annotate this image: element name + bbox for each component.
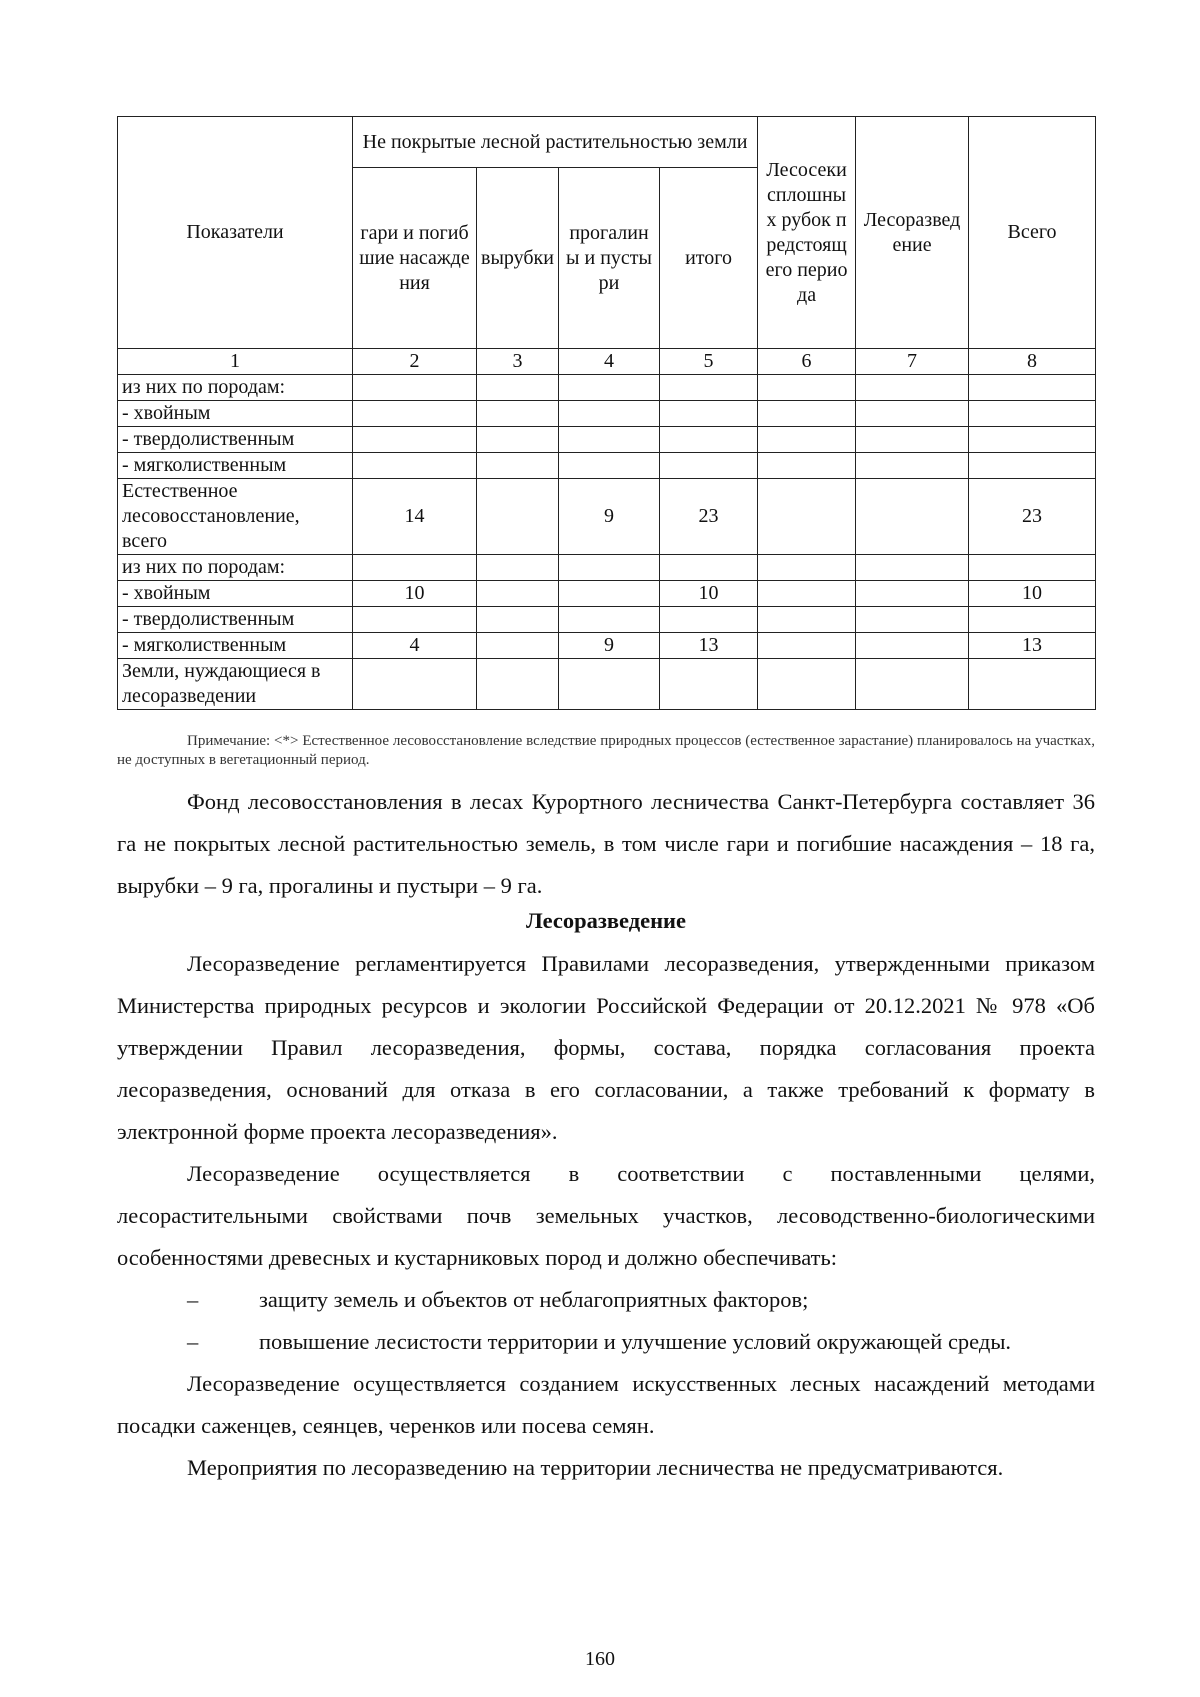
table-cell [559, 607, 660, 633]
table-cell [758, 479, 856, 555]
forest-restoration-table [117, 116, 1096, 710]
table-cell [856, 659, 969, 710]
table-cell [559, 659, 660, 710]
row-label: - твердолиственным [118, 427, 353, 453]
table-cell [856, 453, 969, 479]
table-cell [477, 659, 559, 710]
bullet-item [117, 1279, 1095, 1321]
col-index: 2 [353, 349, 477, 375]
table-cell [559, 427, 660, 453]
table-cell [758, 453, 856, 479]
table-cell [477, 607, 559, 633]
table-cell [856, 607, 969, 633]
table-cell [353, 427, 477, 453]
table-row [118, 607, 1096, 633]
table-cell [660, 607, 758, 633]
table-row [118, 375, 1096, 401]
paragraph-regulation: Лесоразведение регламентируется Правилами лесоразведения, утвержденными приказом Министерства природных ресурсов и экологии Российской Федерации от 20.12.2021 № 978 «Об утверждении Правил лесоразведения, формы, состава, порядка согласования проекта лесоразведения, оснований для отказа в его согласовании, а также требований к формату в электронной форме проекта лесоразведения». [117, 951, 1095, 1144]
table-cell [856, 555, 969, 581]
table-cell: 10 [353, 581, 477, 607]
row-label: - твердолиственным [118, 607, 353, 633]
table-cell: 23 [969, 479, 1096, 555]
col-index: 8 [969, 349, 1096, 375]
row-label: из них по породам: [118, 555, 353, 581]
table-cell [477, 633, 559, 659]
table-row [118, 633, 1096, 659]
bullet-text: защиту земель и объектов от неблагоприятных факторов; [259, 1287, 809, 1312]
table-cell [559, 375, 660, 401]
row-label: Естественное лесовосстановление, всего [118, 479, 353, 555]
table-cell: 14 [353, 479, 477, 555]
bullet-dash: – [187, 1329, 199, 1354]
header-total-group: итого [660, 168, 758, 349]
row-label: - мягколиственным [118, 453, 353, 479]
header-logging-sites: Лесосеки сплошных рубок предстоящего периода [758, 117, 856, 349]
paragraph-measures: Мероприятия по лесоразведению на территории лесничества не предусматриваются. [187, 1455, 1004, 1480]
table-cell [856, 633, 969, 659]
table-cell [969, 659, 1096, 710]
table-cell [856, 427, 969, 453]
column-index-row [118, 349, 1096, 375]
col-index: 6 [758, 349, 856, 375]
row-label: из них по породам: [118, 375, 353, 401]
col-index: 1 [118, 349, 353, 375]
table-cell [758, 607, 856, 633]
table-cell [856, 375, 969, 401]
header-afforestation: Лесоразведение [856, 117, 969, 349]
table-cell: 4 [353, 633, 477, 659]
table-row [118, 427, 1096, 453]
table-cell [477, 479, 559, 555]
table-cell [477, 581, 559, 607]
table-cell [353, 659, 477, 710]
table-cell [758, 581, 856, 607]
header-total: Всего [969, 117, 1096, 349]
table-cell [477, 555, 559, 581]
table-note: Примечание: <*> Естественное лесовосстановление вследствие природных процессов (естественное зарастание) планировалось на участках, не доступных в вегетационный период. [117, 733, 1095, 768]
table-cell [477, 375, 559, 401]
table-cell: 10 [660, 581, 758, 607]
table-cell [477, 427, 559, 453]
table-cell [969, 607, 1096, 633]
table-cell [758, 401, 856, 427]
table-cell [856, 581, 969, 607]
section-heading: Лесоразведение [525, 908, 687, 933]
table-cell [660, 555, 758, 581]
table-row [118, 581, 1096, 607]
row-label: - хвойным [118, 581, 353, 607]
table-cell [660, 659, 758, 710]
table-row [118, 555, 1096, 581]
table-cell [353, 607, 477, 633]
table-cell: 13 [660, 633, 758, 659]
table-cell [353, 401, 477, 427]
table-cell [758, 659, 856, 710]
table-cell [353, 555, 477, 581]
table-cell [969, 427, 1096, 453]
row-label: - мягколиственным [118, 633, 353, 659]
table-cell: 9 [559, 633, 660, 659]
page-number: 160 [585, 1648, 615, 1670]
table-cell [969, 375, 1096, 401]
table-cell [353, 375, 477, 401]
fond-paragraph-block [117, 781, 1095, 907]
table-row [118, 659, 1096, 710]
table-cell [559, 581, 660, 607]
row-label: - хвойным [118, 401, 353, 427]
table-cell [559, 401, 660, 427]
header-indicators: Показатели [118, 117, 353, 349]
paragraph-requirements: Лесоразведение осуществляется в соответствии с поставленными целями, лесорастительными свойствами почв земельных участков, лесоводственно-биологическими особенностями древесных и кустарниковых пород и должно обеспечивать: [117, 1161, 1095, 1270]
table-cell: 13 [969, 633, 1096, 659]
col-index: 4 [559, 349, 660, 375]
row-label: Земли, нуждающиеся в лесоразведении [118, 659, 353, 710]
table-cell [477, 401, 559, 427]
table-cell [660, 375, 758, 401]
table-cell [856, 479, 969, 555]
table-cell: 9 [559, 479, 660, 555]
table-cell [353, 453, 477, 479]
bullet-text: повышение лесистости территории и улучшение условий окружающей среды. [259, 1329, 1012, 1354]
bullet-dash: – [187, 1287, 199, 1312]
col-index: 7 [856, 349, 969, 375]
table-cell [758, 555, 856, 581]
table-cell [758, 633, 856, 659]
section-body [117, 943, 1095, 1489]
bullet-item [117, 1321, 1095, 1363]
fond-paragraph: Фонд лесовосстановления в лесах Курортного лесничества Санкт-Петербурга составляет 36 га не покрытых лесной растительностью земель, в том числе гари и погибшие насаждения – 18 га, вырубки – 9 га, прогалины и пустыри – 9 га. [117, 789, 1095, 898]
table-row [118, 479, 1096, 555]
header-burned: гари и погибшие насаждения [353, 168, 477, 349]
header-glades: прогалины и пустыри [559, 168, 660, 349]
table-cell [758, 375, 856, 401]
table-row [118, 401, 1096, 427]
table-cell [660, 453, 758, 479]
table-cell [969, 453, 1096, 479]
table-row [118, 453, 1096, 479]
table-cell [660, 401, 758, 427]
paragraph-methods: Лесоразведение осуществляется созданием искусственных лесных насаждений методами посадки саженцев, сеянцев, черенков или посева семян. [117, 1371, 1095, 1438]
table-cell [969, 555, 1096, 581]
table-cell: 10 [969, 581, 1096, 607]
table-cell [477, 453, 559, 479]
header-clearings: вырубки [477, 168, 559, 349]
header-not-covered-lands: Не покрытые лесной растительностью земли [353, 117, 758, 168]
table-cell [559, 453, 660, 479]
table-cell [559, 555, 660, 581]
col-index: 3 [477, 349, 559, 375]
table-cell: 23 [660, 479, 758, 555]
table-cell [758, 427, 856, 453]
table-cell [969, 401, 1096, 427]
table-cell [856, 401, 969, 427]
col-index: 5 [660, 349, 758, 375]
table-cell [660, 427, 758, 453]
